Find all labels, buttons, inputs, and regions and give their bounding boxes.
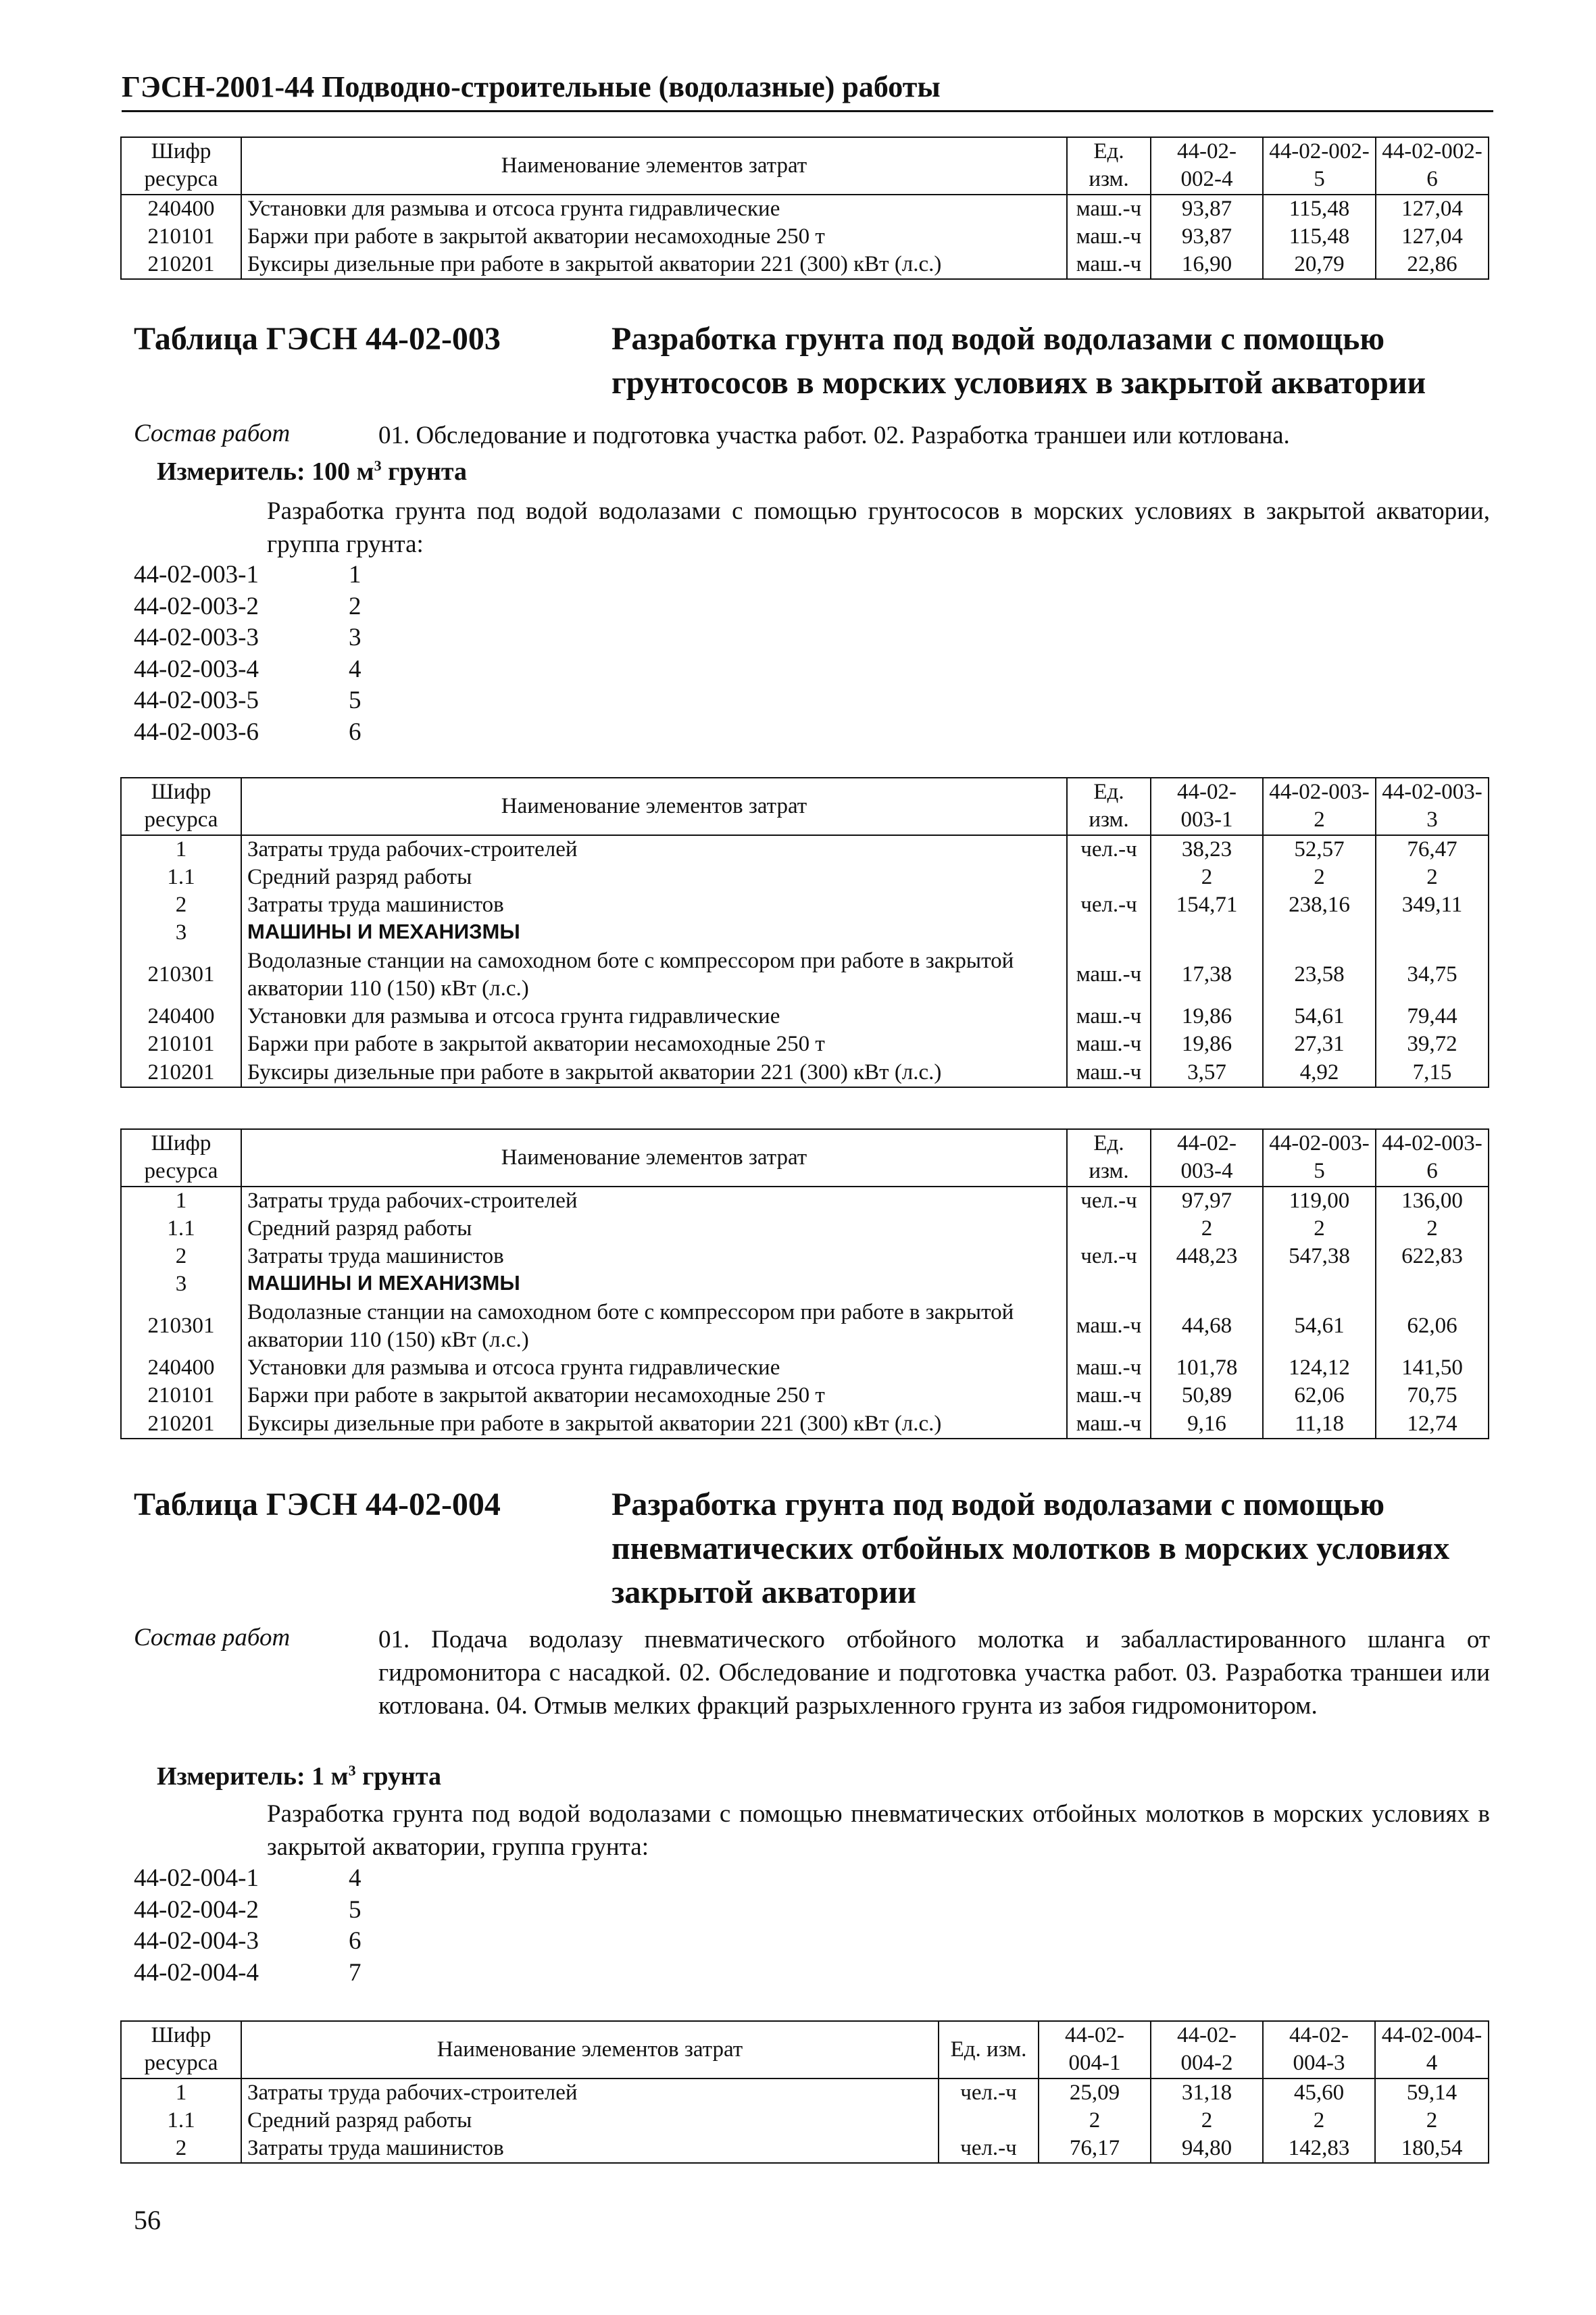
norm-code: 44-02-004-2 <box>134 1895 259 1924</box>
table-row <box>121 1270 1489 1298</box>
table-caption-003: Разработка грунта под водой водолазами с помощью грунтососов в морских условиях в закрытой акватории <box>612 321 1426 401</box>
header-row <box>121 137 1489 195</box>
header-name: Наименование элементов затрат <box>241 1129 1067 1187</box>
norm-code: 44-02-003-6 <box>134 718 259 746</box>
row-unit: маш.-ч <box>1067 251 1151 279</box>
code-list-item <box>134 1958 361 1989</box>
norm-code: 44-02-003-4 <box>134 655 259 683</box>
row-code: 210201 <box>121 1059 241 1087</box>
row-code: 2 <box>121 891 241 919</box>
row-code: 240400 <box>121 1354 241 1382</box>
soil-group: 1 <box>349 561 361 589</box>
row-name: Установки для размыва и отсоса грунта гидравлические <box>241 1354 1067 1382</box>
row-value: 70,75 <box>1376 1382 1489 1410</box>
row-unit: маш.-ч <box>1067 195 1151 223</box>
row-unit: маш.-ч <box>1067 1030 1151 1058</box>
header-row <box>121 2021 1489 2078</box>
header-unit: Ед. изм. <box>1067 778 1151 835</box>
table-row <box>121 1354 1489 1382</box>
row-name: Затраты труда рабочих-строителей <box>241 835 1067 864</box>
resource-table-003-groups-4-6 <box>120 1128 1489 1439</box>
row-value: 17,38 <box>1151 947 1263 1003</box>
row-unit <box>1067 1215 1151 1243</box>
row-value: 16,90 <box>1151 251 1263 279</box>
row-value: 93,87 <box>1151 223 1263 251</box>
row-value: 54,61 <box>1263 1003 1376 1030</box>
norm-code: 44-02-004-4 <box>134 1958 259 1987</box>
row-value: 31,18 <box>1151 2078 1263 2107</box>
page-number: 56 <box>134 2205 161 2235</box>
row-value: 22,86 <box>1376 251 1489 279</box>
row-value: 115,48 <box>1263 223 1376 251</box>
row-value <box>1151 919 1263 947</box>
row-unit: чел.-ч <box>939 2078 1039 2107</box>
row-value: 141,50 <box>1376 1354 1489 1382</box>
resource-table-004 <box>120 2020 1489 2164</box>
row-name: Затраты труда машинистов <box>241 1243 1067 1270</box>
row-unit: маш.-ч <box>1067 1299 1151 1355</box>
row-value: 27,31 <box>1263 1030 1376 1058</box>
row-code: 210201 <box>121 1410 241 1439</box>
row-value: 7,15 <box>1376 1059 1489 1087</box>
table-row <box>121 1059 1489 1087</box>
row-unit: маш.-ч <box>1067 1382 1151 1410</box>
norm-code: 44-02-004-3 <box>134 1927 259 1955</box>
row-value: 119,00 <box>1263 1187 1376 1215</box>
row-unit: маш.-ч <box>1067 223 1151 251</box>
table-row <box>121 947 1489 1003</box>
header-name: Наименование элементов затрат <box>241 778 1067 835</box>
row-value: 97,97 <box>1151 1187 1263 1215</box>
description-003: Разработка грунта под водой водолазами с помощью грунтососов в морских условиях в закрытой акватории, группа грунта: <box>267 497 1490 559</box>
header-row <box>121 1129 1489 1187</box>
row-value: 2 <box>1376 864 1489 891</box>
row-unit: маш.-ч <box>1067 1354 1151 1382</box>
soil-group: 3 <box>349 624 361 651</box>
row-value: 12,74 <box>1376 1410 1489 1439</box>
row-value <box>1376 1270 1489 1298</box>
soil-group: 6 <box>349 1927 361 1955</box>
row-value: 101,78 <box>1151 1354 1263 1382</box>
header-code: Шифр ресурса <box>121 778 241 835</box>
row-value: 622,83 <box>1376 1243 1489 1270</box>
row-value: 349,11 <box>1376 891 1489 919</box>
row-value: 45,60 <box>1263 2078 1375 2107</box>
row-value: 93,87 <box>1151 195 1263 223</box>
table-row <box>121 1215 1489 1243</box>
row-value: 94,80 <box>1151 2135 1263 2163</box>
header-norm-code: 44-02-003-1 <box>1151 778 1263 835</box>
row-value: 50,89 <box>1151 1382 1263 1410</box>
row-code: 240400 <box>121 195 241 223</box>
header-norm-code: 44-02-003-6 <box>1376 1129 1489 1187</box>
row-code: 3 <box>121 919 241 947</box>
row-name: Баржи при работе в закрытой акватории несамоходные 250 т <box>241 1382 1067 1410</box>
row-name: Водолазные станции на самоходном боте с компрессором при работе в закрытой акватории 110 (150) кВт (л.с.) <box>241 1299 1067 1355</box>
norm-code: 44-02-003-1 <box>134 561 259 589</box>
table-row <box>121 1243 1489 1270</box>
row-value: 238,16 <box>1263 891 1376 919</box>
running-header: ГЭСН-2001-44 Подводно-строительные (водолазные) работы <box>122 68 1493 112</box>
row-value: 2 <box>1151 2107 1263 2135</box>
header-name: Наименование элементов затрат <box>241 137 1067 195</box>
table-row <box>121 1382 1489 1410</box>
row-unit: чел.-ч <box>1067 1187 1151 1215</box>
row-unit: маш.-ч <box>1067 1059 1151 1087</box>
header-code: Шифр ресурса <box>121 2021 241 2078</box>
row-code: 1 <box>121 2078 241 2107</box>
row-value: 76,17 <box>1039 2135 1151 2163</box>
row-code: 210101 <box>121 223 241 251</box>
row-name: Установки для размыва и отсоса грунта гидравлические <box>241 1003 1067 1030</box>
row-unit: чел.-ч <box>1067 891 1151 919</box>
code-list-item <box>134 1895 361 1926</box>
header-unit: Ед. изм. <box>1067 137 1151 195</box>
soil-group: 2 <box>349 592 361 620</box>
row-unit: маш.-ч <box>1067 1003 1151 1030</box>
row-value: 136,00 <box>1376 1187 1489 1215</box>
table-row <box>121 195 1489 223</box>
code-list-003 <box>134 559 361 748</box>
soil-group: 5 <box>349 687 361 714</box>
row-code: 2 <box>121 1243 241 1270</box>
row-value <box>1151 1270 1263 1298</box>
row-code: 1.1 <box>121 1215 241 1243</box>
code-list-item <box>134 622 361 654</box>
row-value: 62,06 <box>1263 1382 1376 1410</box>
row-name: Затраты труда машинистов <box>241 891 1067 919</box>
row-value: 2 <box>1263 1215 1376 1243</box>
norm-code: 44-02-003-2 <box>134 592 259 620</box>
row-unit <box>1067 1270 1151 1298</box>
row-value: 23,58 <box>1263 947 1376 1003</box>
table-label-003: Таблица ГЭСН 44-02-003 <box>134 321 501 357</box>
row-value: 2 <box>1375 2107 1489 2135</box>
table-row <box>121 2135 1489 2163</box>
row-code: 210301 <box>121 947 241 1003</box>
row-value: 448,23 <box>1151 1243 1263 1270</box>
row-code: 210101 <box>121 1030 241 1058</box>
soil-group: 5 <box>349 1895 361 1924</box>
table-row <box>121 835 1489 864</box>
table-row <box>121 919 1489 947</box>
row-value: 34,75 <box>1376 947 1489 1003</box>
row-name: Затраты труда рабочих-строителей <box>241 1187 1067 1215</box>
row-value: 115,48 <box>1263 195 1376 223</box>
row-value: 127,04 <box>1376 195 1489 223</box>
norm-code: 44-02-003-3 <box>134 624 259 651</box>
row-value: 11,18 <box>1263 1410 1376 1439</box>
header-norm-code: 44-02-002-6 <box>1376 137 1489 195</box>
row-code: 1 <box>121 1187 241 1215</box>
row-name: Буксиры дизельные при работе в закрытой акватории 221 (300) кВт (л.с.) <box>241 1410 1067 1439</box>
row-name: Средний разряд работы <box>241 864 1067 891</box>
row-value: 3,57 <box>1151 1059 1263 1087</box>
row-value: 154,71 <box>1151 891 1263 919</box>
table-caption-004: Разработка грунта под водой водолазами с помощью пневматических отбойных молотков в морских условиях закрытой акватории <box>612 1487 1450 1610</box>
row-name: Средний разряд работы <box>241 2107 939 2135</box>
row-value: 20,79 <box>1263 251 1376 279</box>
row-code: 1.1 <box>121 2107 241 2135</box>
row-value: 180,54 <box>1375 2135 1489 2163</box>
izmeritel-004: Измеритель: 1 $м^3$ грунта <box>157 1762 441 1791</box>
row-code: 1.1 <box>121 864 241 891</box>
row-code: 210101 <box>121 1382 241 1410</box>
row-value: 2 <box>1263 2107 1375 2135</box>
row-name: Затраты труда рабочих-строителей <box>241 2078 939 2107</box>
code-list-item <box>134 559 361 591</box>
header-code: Шифр ресурса <box>121 1129 241 1187</box>
izmeritel-003: Измеритель: 100 $м^3$ грунта <box>157 457 467 486</box>
row-value <box>1263 919 1376 947</box>
row-value: 25,09 <box>1039 2078 1151 2107</box>
row-name: Баржи при работе в закрытой акватории несамоходные 250 т <box>241 223 1067 251</box>
row-value: 4,92 <box>1263 1059 1376 1087</box>
norm-code: 44-02-003-5 <box>134 687 259 714</box>
row-value: 124,12 <box>1263 1354 1376 1382</box>
sostav-text-004: 01. Подача водолазу пневматического отбойного молотка и забалластированного шланга от гидромонитора с насадкой. 02. Обследование и подготовка участка работ. 03. Разработка траншеи или котлована. 04. Отмыв мелких фракций разрыхленного грунта из забоя гидромонитором. <box>378 1626 1490 1720</box>
header-norm-code: 44-02-003-4 <box>1151 1129 1263 1187</box>
code-list-item <box>134 1863 361 1895</box>
header-name: Наименование элементов затрат <box>241 2021 939 2078</box>
code-list-item <box>134 717 361 749</box>
header-norm-code: 44-02-004-3 <box>1263 2021 1375 2078</box>
row-name: Буксиры дизельные при работе в закрытой акватории 221 (300) кВт (л.с.) <box>241 1059 1067 1087</box>
row-value: 2 <box>1151 864 1263 891</box>
code-list-004 <box>134 1863 361 1989</box>
header-norm-code: 44-02-004-4 <box>1375 2021 1489 2078</box>
row-value: 2 <box>1039 2107 1151 2135</box>
row-name: МАШИНЫ И МЕХАНИЗМЫ <box>241 1270 1067 1298</box>
table-row <box>121 223 1489 251</box>
soil-group: 7 <box>349 1958 361 1987</box>
row-unit: чел.-ч <box>1067 835 1151 864</box>
row-value: 2 <box>1263 864 1376 891</box>
row-value: 44,68 <box>1151 1299 1263 1355</box>
table-row <box>121 1299 1489 1355</box>
row-code: 1 <box>121 835 241 864</box>
row-code: 3 <box>121 1270 241 1298</box>
row-unit: маш.-ч <box>1067 947 1151 1003</box>
table-row <box>121 1187 1489 1215</box>
row-value: 9,16 <box>1151 1410 1263 1439</box>
sostav-text-003: 01. Обследование и подготовка участка работ. 02. Разработка траншеи или котлована. <box>378 422 1290 449</box>
row-value: 52,57 <box>1263 835 1376 864</box>
sostav-label-003: Состав работ <box>134 420 291 447</box>
code-list-item <box>134 685 361 717</box>
header-unit: Ед. изм. <box>939 2021 1039 2078</box>
row-value: 62,06 <box>1376 1299 1489 1355</box>
description-004: Разработка грунта под водой водолазами с помощью пневматических отбойных молотков в морских условиях в закрытой акватории, группа грунта: <box>267 1800 1490 1862</box>
code-list-item <box>134 1926 361 1958</box>
header-norm-code: 44-02-004-2 <box>1151 2021 1263 2078</box>
header-norm-code: 44-02-002-4 <box>1151 137 1263 195</box>
header-unit: Ед. изм. <box>1067 1129 1151 1187</box>
table-row <box>121 2107 1489 2135</box>
row-value: 19,86 <box>1151 1030 1263 1058</box>
row-unit: чел.-ч <box>939 2135 1039 2163</box>
row-unit <box>1067 864 1151 891</box>
row-name: Баржи при работе в закрытой акватории несамоходные 250 т <box>241 1030 1067 1058</box>
row-unit: маш.-ч <box>1067 1410 1151 1439</box>
row-value <box>1263 1270 1376 1298</box>
row-value: 2 <box>1151 1215 1263 1243</box>
row-value: 76,47 <box>1376 835 1489 864</box>
header-norm-code: 44-02-003-2 <box>1263 778 1376 835</box>
row-name: Водолазные станции на самоходном боте с компрессором при работе в закрытой акватории 110 (150) кВт (л.с.) <box>241 947 1067 1003</box>
row-value: 127,04 <box>1376 223 1489 251</box>
row-name: Средний разряд работы <box>241 1215 1067 1243</box>
row-value: 2 <box>1376 1215 1489 1243</box>
header-norm-code: 44-02-002-5 <box>1263 137 1376 195</box>
row-code: 210301 <box>121 1299 241 1355</box>
row-value: 79,44 <box>1376 1003 1489 1030</box>
resource-table-002-continuation <box>120 136 1489 280</box>
row-value <box>1376 919 1489 947</box>
row-name: Буксиры дизельные при работе в закрытой акватории 221 (300) кВт (л.с.) <box>241 251 1067 279</box>
code-list-item <box>134 654 361 686</box>
row-code: 210201 <box>121 251 241 279</box>
row-value: 59,14 <box>1375 2078 1489 2107</box>
row-name: Затраты труда машинистов <box>241 2135 939 2163</box>
table-row <box>121 1410 1489 1439</box>
code-list-item <box>134 591 361 623</box>
row-value: 142,83 <box>1263 2135 1375 2163</box>
table-row <box>121 1003 1489 1030</box>
resource-table-003-groups-1-3 <box>120 777 1489 1088</box>
row-value: 39,72 <box>1376 1030 1489 1058</box>
row-name: Установки для размыва и отсоса грунта гидравлические <box>241 195 1067 223</box>
table-row <box>121 1030 1489 1058</box>
row-unit <box>939 2107 1039 2135</box>
soil-group: 6 <box>349 718 361 746</box>
header-code: Шифр ресурса <box>121 137 241 195</box>
row-value: 19,86 <box>1151 1003 1263 1030</box>
header-norm-code: 44-02-003-3 <box>1376 778 1489 835</box>
soil-group: 4 <box>349 1864 361 1892</box>
header-norm-code: 44-02-004-1 <box>1039 2021 1151 2078</box>
row-name: МАШИНЫ И МЕХАНИЗМЫ <box>241 919 1067 947</box>
row-value: 547,38 <box>1263 1243 1376 1270</box>
table-row <box>121 891 1489 919</box>
header-row <box>121 778 1489 835</box>
header-norm-code: 44-02-003-5 <box>1263 1129 1376 1187</box>
row-code: 2 <box>121 2135 241 2163</box>
table-row <box>121 251 1489 279</box>
table-label-004: Таблица ГЭСН 44-02-004 <box>134 1487 501 1522</box>
table-row <box>121 2078 1489 2107</box>
sostav-label-004: Состав работ <box>134 1624 291 1651</box>
soil-group: 4 <box>349 655 361 683</box>
table-row <box>121 864 1489 891</box>
row-unit <box>1067 919 1151 947</box>
row-code: 240400 <box>121 1003 241 1030</box>
row-value: 54,61 <box>1263 1299 1376 1355</box>
norm-code: 44-02-004-1 <box>134 1864 259 1892</box>
row-value: 38,23 <box>1151 835 1263 864</box>
row-unit: чел.-ч <box>1067 1243 1151 1270</box>
